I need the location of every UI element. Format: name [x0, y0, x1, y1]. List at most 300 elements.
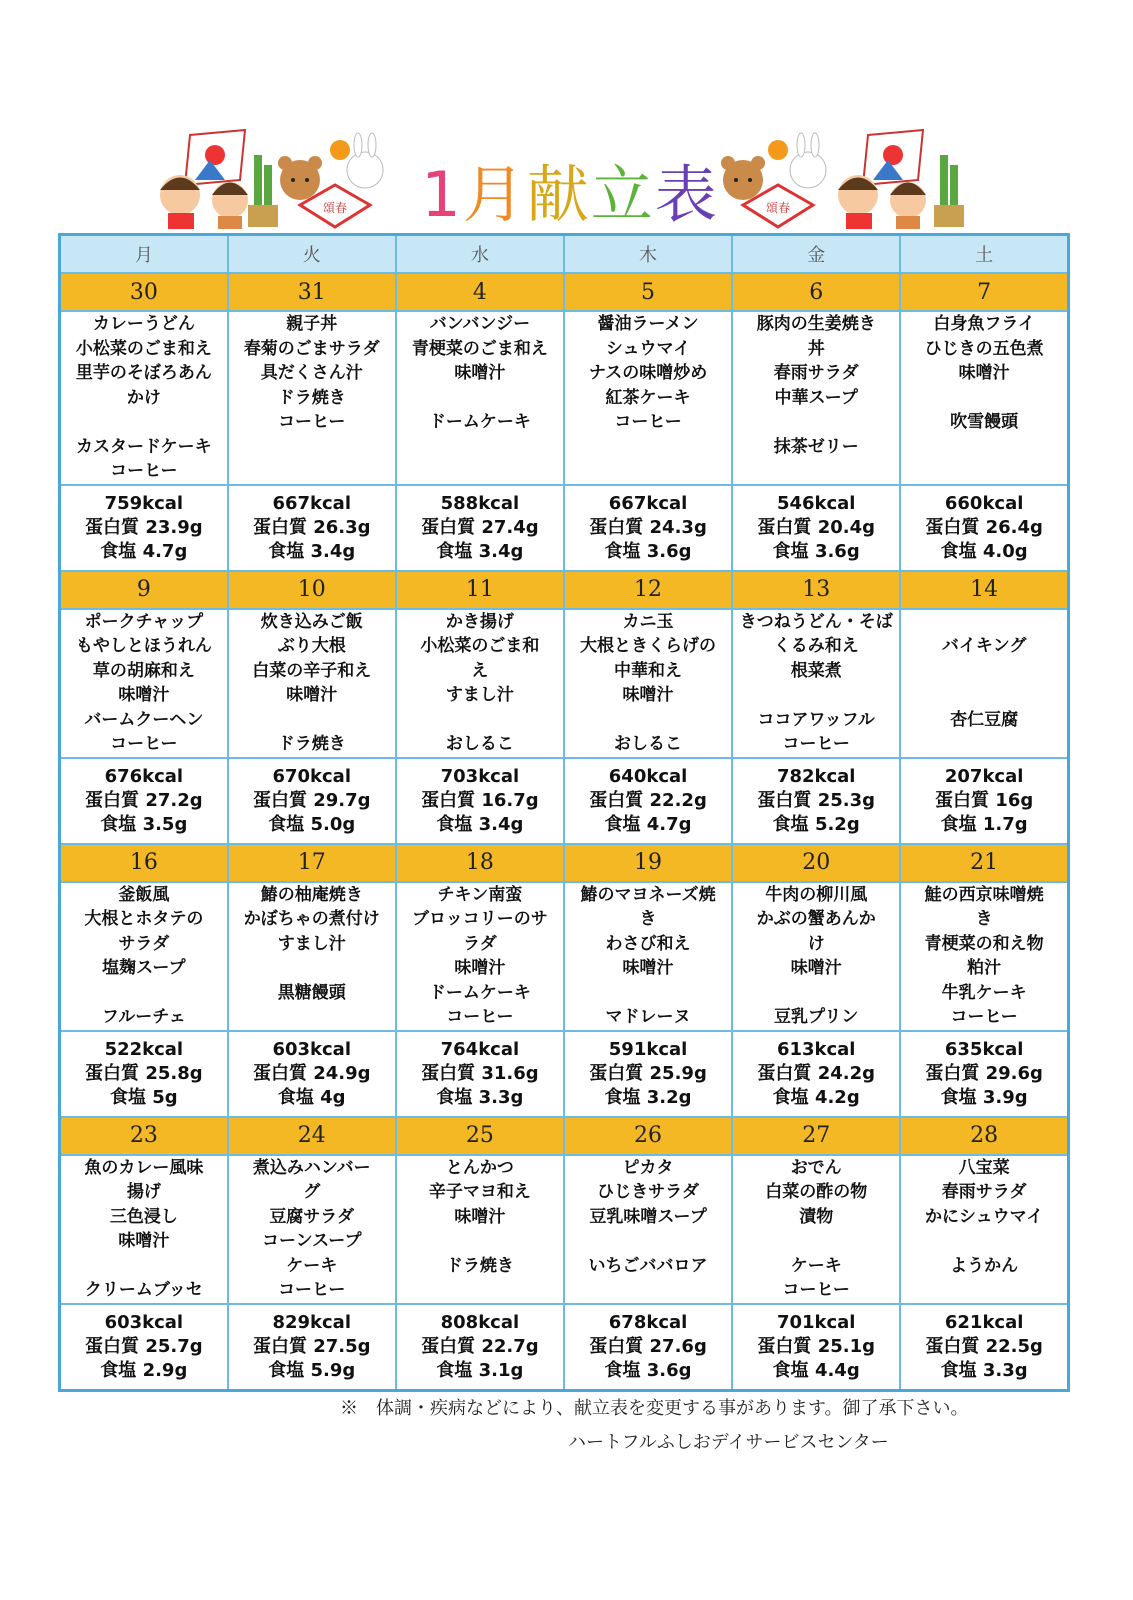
- meal-item: すまし汁: [445, 685, 514, 705]
- nutrition-cell: [60, 1031, 228, 1117]
- meal-item: ドームケーキ: [428, 982, 531, 1003]
- meal-item: [397, 386, 563, 411]
- meal-cell: [732, 1155, 900, 1304]
- meal-row: [60, 311, 1069, 485]
- meal-item: [397, 708, 563, 733]
- meal-item: 青梗菜のごま和え: [411, 338, 548, 359]
- protein-value: 蛋白質 16.7g: [421, 789, 539, 811]
- meal-item: もやしとほうれん: [75, 636, 212, 656]
- protein-value: 蛋白質 27.2g: [85, 789, 203, 811]
- meal-item: え: [471, 660, 489, 681]
- nutrition-cell: [900, 1304, 1068, 1391]
- meal-item: おでん: [790, 1157, 842, 1178]
- calories-value: 603kcal: [272, 1038, 351, 1060]
- meal-item: [565, 708, 731, 733]
- nutrition-cell: [564, 1304, 732, 1391]
- meal-item: コーヒー: [278, 412, 346, 432]
- meal-item: シュウマイ: [605, 338, 691, 359]
- meal-item: 辛子マヨ和え: [428, 1182, 531, 1202]
- salt-value: 食塩 5.9g: [268, 1359, 356, 1381]
- meal-item: 魚のカレー風味: [84, 1157, 204, 1178]
- calories-value: 546kcal: [776, 492, 856, 514]
- meal-item: 味噌汁: [286, 685, 338, 705]
- nutrition-cell: [396, 1031, 564, 1117]
- meal-item: 根菜煮: [790, 660, 842, 681]
- menu-table: [58, 233, 1070, 1392]
- nutrition-cell: [228, 485, 396, 571]
- meal-item: 三色浸し: [109, 1206, 178, 1227]
- salt-value: 食塩 3.3g: [436, 1086, 524, 1108]
- nutrition-row: [60, 485, 1069, 571]
- calories-value: 703kcal: [440, 765, 520, 787]
- salt-value: 食塩 5.2g: [772, 813, 860, 835]
- organization-name: ハートフルふしおデイサービスセンター: [568, 1432, 889, 1453]
- weekday-mon: 月: [60, 235, 228, 274]
- date-row: [60, 571, 1069, 609]
- meal-item: ひじきの五色煮: [924, 338, 1044, 359]
- meal-item: 味噌汁: [454, 958, 506, 978]
- meal-item: くるみ和え: [773, 636, 859, 656]
- date-cell: 6: [732, 273, 900, 311]
- nutrition-cell: [228, 1031, 396, 1117]
- meal-item: [61, 410, 227, 435]
- meal-item: 煮込みハンバー: [252, 1157, 371, 1178]
- meal-item: グ: [303, 1182, 321, 1202]
- date-cell: 20: [732, 844, 900, 882]
- meal-item: 抹茶ゼリー: [773, 436, 859, 457]
- meal-item: バームクーヘン: [84, 709, 204, 730]
- meal-item: 杏仁豆腐: [950, 709, 1019, 730]
- meal-item: かけ: [126, 387, 161, 408]
- title-banner: [0, 120, 1133, 230]
- calories-value: 782kcal: [776, 765, 856, 787]
- weekday-header-row: [60, 235, 1069, 274]
- meal-item: ポークチャップ: [84, 611, 204, 632]
- date-cell: 25: [396, 1117, 564, 1155]
- meal-cell: [60, 609, 228, 758]
- meal-item: 牛乳ケーキ: [941, 982, 1027, 1003]
- meal-item: 草の胡麻和え: [92, 660, 195, 681]
- meal-item: [397, 1229, 563, 1254]
- date-cell: 10: [228, 571, 396, 609]
- meal-item: [229, 956, 395, 981]
- salt-value: 食塩 3.4g: [268, 540, 356, 562]
- meal-item: かぼちゃの煮付け: [243, 909, 380, 929]
- date-cell: 31: [228, 273, 396, 311]
- meal-item: 塩麹スープ: [102, 958, 186, 978]
- meal-item: 白身魚フライ: [933, 314, 1035, 334]
- date-cell: 28: [900, 1117, 1068, 1155]
- weekday-tue: 火: [228, 235, 396, 274]
- meal-item: 豚肉の生姜焼き: [756, 314, 876, 334]
- protein-value: 蛋白質 31.6g: [421, 1062, 539, 1084]
- meal-item: かき揚げ: [445, 611, 514, 632]
- meal-item: [901, 683, 1067, 708]
- date-cell: 16: [60, 844, 228, 882]
- meal-item: [733, 1229, 899, 1254]
- date-cell: 21: [900, 844, 1068, 882]
- meal-item: カニ玉: [622, 611, 674, 632]
- calories-value: 701kcal: [776, 1311, 856, 1333]
- protein-value: 蛋白質 29.6g: [925, 1062, 1043, 1084]
- meal-cell: [900, 311, 1068, 485]
- salt-value: 食塩 1.7g: [940, 813, 1028, 835]
- nutrition-cell: [732, 1304, 900, 1391]
- meal-cell: [564, 609, 732, 758]
- protein-value: 蛋白質 25.8g: [85, 1062, 203, 1084]
- meal-item: きつねうどん・そば: [739, 611, 893, 632]
- protein-value: 蛋白質 25.3g: [757, 789, 875, 811]
- nutrition-row: [60, 1031, 1069, 1117]
- meal-item: ラダ: [462, 933, 497, 954]
- protein-value: 蛋白質 23.9g: [85, 516, 203, 538]
- protein-value: 蛋白質 25.1g: [757, 1335, 875, 1357]
- calories-value: 829kcal: [272, 1311, 351, 1333]
- meal-item: ようかん: [950, 1255, 1019, 1276]
- date-row: [60, 844, 1069, 882]
- meal-item: [61, 1254, 227, 1279]
- meal-item: わさび和え: [605, 933, 691, 954]
- meal-item: 豆乳プリン: [774, 1007, 859, 1027]
- salt-value: 食塩 3.4g: [436, 813, 524, 835]
- protein-value: 蛋白質 24.2g: [757, 1062, 875, 1084]
- meal-row: [60, 882, 1069, 1031]
- nutrition-cell: [396, 758, 564, 844]
- date-row: [60, 1117, 1069, 1155]
- meal-item: ココアワッフル: [757, 709, 875, 730]
- date-cell: 30: [60, 273, 228, 311]
- meal-item: 鮭の西京味噌焼: [924, 884, 1044, 905]
- calories-value: 667kcal: [608, 492, 688, 514]
- meal-item: き: [639, 909, 657, 929]
- salt-value: 食塩 4.7g: [604, 813, 692, 835]
- meal-item: 親子丼: [286, 314, 338, 334]
- protein-value: 蛋白質 26.4g: [925, 516, 1043, 538]
- date-cell: 11: [396, 571, 564, 609]
- menu-body: [60, 273, 1069, 1390]
- meal-item: カレーうどん: [92, 314, 195, 334]
- meal-item: バイキング: [941, 636, 1027, 656]
- meal-item: 鰆のマヨネーズ焼: [580, 884, 716, 905]
- nutrition-cell: [564, 758, 732, 844]
- meal-cell: [732, 882, 900, 1031]
- meal-item: 大根とホタテの: [84, 909, 204, 929]
- calories-value: 635kcal: [944, 1038, 1024, 1060]
- meal-cell: [60, 311, 228, 485]
- meal-item: コーンスープ: [262, 1231, 362, 1251]
- calories-value: 759kcal: [104, 492, 184, 514]
- meal-item: ブロッコリーのサ: [412, 909, 548, 929]
- salt-value: 食塩 4g: [277, 1086, 346, 1108]
- meal-cell: [60, 882, 228, 1031]
- date-cell: 18: [396, 844, 564, 882]
- meal-item: 春雨サラダ: [941, 1182, 1027, 1202]
- meal-item: 吹雪饅頭: [950, 412, 1019, 432]
- salt-value: 食塩 4.2g: [772, 1086, 860, 1108]
- deco-label-right: 頌春: [765, 201, 791, 215]
- salt-value: 食塩 4.0g: [940, 540, 1028, 562]
- date-cell: 24: [228, 1117, 396, 1155]
- date-cell: 26: [564, 1117, 732, 1155]
- nutrition-cell: [564, 1031, 732, 1117]
- meal-item: [901, 659, 1067, 684]
- meal-cell: [900, 882, 1068, 1031]
- salt-value: 食塩 3.6g: [604, 1359, 692, 1381]
- protein-value: 蛋白質 24.9g: [252, 1062, 371, 1084]
- calories-value: 640kcal: [608, 765, 688, 787]
- title-char-1: 月: [462, 158, 527, 231]
- meal-item: 味噌汁: [454, 363, 506, 383]
- meal-item: おしるこ: [445, 734, 514, 754]
- date-cell: 17: [228, 844, 396, 882]
- meal-item: [565, 981, 731, 1006]
- meal-item: 大根ときくらげの: [580, 636, 717, 656]
- meal-cell: [900, 1155, 1068, 1304]
- date-cell: 12: [564, 571, 732, 609]
- meal-item: [229, 708, 395, 733]
- meal-item: 白菜の酢の物: [765, 1182, 868, 1202]
- meal-item: ひじきサラダ: [597, 1182, 699, 1202]
- date-cell: 7: [900, 273, 1068, 311]
- meal-item: 揚げ: [126, 1182, 161, 1202]
- meal-item: コーヒー: [446, 1007, 514, 1027]
- page-title: [400, 160, 740, 230]
- meal-item: 味噌汁: [958, 363, 1010, 383]
- calories-value: 588kcal: [440, 492, 520, 514]
- meal-cell: [396, 1155, 564, 1304]
- meal-row: [60, 609, 1069, 758]
- date-cell: 4: [396, 273, 564, 311]
- salt-value: 食塩 3.6g: [604, 540, 692, 562]
- salt-value: 食塩 3.4g: [436, 540, 524, 562]
- meal-item: 牛肉の柳川風: [765, 884, 868, 905]
- meal-item: クリームブッセ: [84, 1280, 203, 1300]
- nutrition-cell: [900, 485, 1068, 571]
- meal-cell: [228, 882, 396, 1031]
- meal-item: き: [975, 909, 993, 929]
- meal-item: 白菜の辛子和え: [252, 660, 372, 681]
- meal-item: 小松菜のごま和え: [75, 338, 212, 359]
- meal-item: カスタードケーキ: [75, 436, 212, 457]
- calories-value: 678kcal: [608, 1311, 688, 1333]
- meal-item: 味噌汁: [118, 1231, 170, 1251]
- nutrition-cell: [228, 758, 396, 844]
- meal-item: かにシュウマイ: [924, 1206, 1044, 1227]
- meal-item: 里芋のそぼろあん: [75, 363, 212, 383]
- meal-item: ケーキ: [790, 1255, 842, 1276]
- meal-item: コーヒー: [782, 1280, 850, 1300]
- title-char-2: 献: [526, 158, 591, 231]
- meal-item: [61, 981, 227, 1006]
- nutrition-cell: [396, 1304, 564, 1391]
- protein-value: 蛋白質 22.2g: [589, 789, 707, 811]
- new-year-decoration-left-icon: [150, 125, 410, 230]
- meal-item: 黒糖饅頭: [277, 982, 346, 1003]
- meal-row: [60, 1155, 1069, 1304]
- date-cell: 19: [564, 844, 732, 882]
- protein-value: 蛋白質 22.7g: [421, 1335, 539, 1357]
- salt-value: 食塩 2.9g: [100, 1359, 188, 1381]
- nutrition-cell: [732, 758, 900, 844]
- meal-item: コーヒー: [614, 412, 682, 432]
- meal-item: [733, 981, 899, 1006]
- meal-item: ドラ焼き: [277, 734, 346, 754]
- date-cell: 14: [900, 571, 1068, 609]
- meal-item: 味噌汁: [790, 958, 842, 978]
- salt-value: 食塩 3.1g: [436, 1359, 524, 1381]
- meal-item: バンバンジー: [429, 314, 531, 334]
- meal-item: 味噌汁: [622, 685, 674, 705]
- meal-item: 粕汁: [967, 958, 1002, 978]
- weekday-sat: 土: [900, 235, 1068, 274]
- meal-item: おしるこ: [614, 734, 683, 754]
- protein-value: 蛋白質 27.6g: [589, 1335, 707, 1357]
- salt-value: 食塩 4.4g: [772, 1359, 860, 1381]
- nutrition-cell: [732, 485, 900, 571]
- meal-cell: [396, 609, 564, 758]
- meal-item: コーヒー: [278, 1280, 346, 1300]
- meal-cell: [60, 1155, 228, 1304]
- meal-cell: [564, 311, 732, 485]
- meal-item: 中華スープ: [774, 387, 858, 408]
- salt-value: 食塩 3.2g: [604, 1086, 692, 1108]
- calories-value: 660kcal: [944, 492, 1024, 514]
- meal-item: 豆腐サラダ: [269, 1206, 355, 1227]
- protein-value: 蛋白質 29.7g: [252, 789, 371, 811]
- calories-value: 613kcal: [776, 1038, 856, 1060]
- date-cell: 5: [564, 273, 732, 311]
- nutrition-cell: [228, 1304, 396, 1391]
- protein-value: 蛋白質 25.7g: [85, 1335, 203, 1357]
- calories-value: 591kcal: [608, 1038, 688, 1060]
- protein-value: 蛋白質 16g: [935, 789, 1034, 811]
- calories-value: 808kcal: [440, 1311, 520, 1333]
- calories-value: 676kcal: [104, 765, 184, 787]
- meal-cell: [228, 1155, 396, 1304]
- weekday-thu: 木: [564, 235, 732, 274]
- meal-item: 鰆の柚庵焼き: [260, 884, 363, 905]
- date-cell: 9: [60, 571, 228, 609]
- nutrition-cell: [396, 485, 564, 571]
- meal-item: コーヒー: [110, 734, 178, 754]
- meal-item: コーヒー: [110, 461, 178, 481]
- nutrition-cell: [564, 485, 732, 571]
- meal-item: 小松菜のごま和: [420, 636, 540, 656]
- protein-value: 蛋白質 20.4g: [757, 516, 875, 538]
- salt-value: 食塩 3.3g: [940, 1359, 1028, 1381]
- meal-item: チキン南蛮: [437, 884, 523, 905]
- date-cell: 13: [732, 571, 900, 609]
- protein-value: 蛋白質 26.3g: [252, 516, 371, 538]
- meal-item: コーヒー: [782, 734, 850, 754]
- meal-item: 炊き込みご飯: [260, 611, 363, 632]
- meal-item: 味噌汁: [454, 1206, 506, 1227]
- meal-item: [901, 1229, 1067, 1254]
- title-char-3: 立: [590, 158, 655, 231]
- meal-cell: [228, 311, 396, 485]
- nutrition-cell: [60, 1304, 228, 1391]
- date-row: [60, 273, 1069, 311]
- meal-item: かぶの蟹あんか: [756, 909, 876, 929]
- meal-item: [565, 1229, 731, 1254]
- calories-value: 667kcal: [272, 492, 351, 514]
- nutrition-cell: [900, 758, 1068, 844]
- title-char-4: 表: [654, 158, 719, 231]
- meal-item: ぶり大根: [277, 636, 346, 656]
- meal-item: 具だくさん汁: [260, 363, 363, 383]
- menu-change-note: ※ 体調・疾病などにより、献立表を変更する事があります。御了承下さい。: [340, 1398, 969, 1419]
- meal-item: 丼: [807, 338, 825, 359]
- salt-value: 食塩 3.5g: [100, 813, 188, 835]
- meal-cell: [732, 609, 900, 758]
- calories-value: 621kcal: [944, 1311, 1024, 1333]
- meal-item: [901, 610, 1067, 635]
- meal-item: [733, 683, 899, 708]
- meal-item: 中華和え: [614, 660, 683, 681]
- new-year-decoration-right-icon: [718, 125, 978, 230]
- meal-item: [733, 410, 899, 435]
- nutrition-cell: [60, 758, 228, 844]
- meal-item: 漬物: [799, 1206, 834, 1227]
- protein-value: 蛋白質 27.4g: [421, 516, 539, 538]
- meal-item: ドラ焼き: [445, 1255, 514, 1276]
- calories-value: 207kcal: [944, 765, 1024, 787]
- meal-item: ピカタ: [622, 1157, 674, 1178]
- nutrition-cell: [900, 1031, 1068, 1117]
- nutrition-row: [60, 1304, 1069, 1391]
- weekday-fri: 金: [732, 235, 900, 274]
- protein-value: 蛋白質 22.5g: [925, 1335, 1043, 1357]
- meal-item: け: [807, 933, 825, 954]
- salt-value: 食塩 5g: [109, 1086, 178, 1108]
- meal-cell: [564, 882, 732, 1031]
- protein-value: 蛋白質 24.3g: [589, 516, 707, 538]
- calories-value: 603kcal: [104, 1311, 184, 1333]
- meal-item: [901, 386, 1067, 411]
- nutrition-cell: [60, 485, 228, 571]
- calories-value: 764kcal: [440, 1038, 520, 1060]
- meal-cell: [228, 609, 396, 758]
- meal-item: ケーキ: [286, 1255, 338, 1276]
- meal-cell: [564, 1155, 732, 1304]
- nutrition-row: [60, 758, 1069, 844]
- meal-item: ドラ焼き: [277, 387, 346, 408]
- date-cell: 23: [60, 1117, 228, 1155]
- nutrition-cell: [732, 1031, 900, 1117]
- protein-value: 蛋白質 25.9g: [589, 1062, 707, 1084]
- meal-item: 醤油ラーメン: [597, 314, 699, 334]
- meal-item: サラダ: [118, 933, 170, 954]
- meal-item: 青梗菜の和え物: [924, 933, 1044, 954]
- meal-item: コーヒー: [950, 1007, 1018, 1027]
- salt-value: 食塩 3.9g: [940, 1086, 1028, 1108]
- meal-item: とんかつ: [445, 1157, 514, 1178]
- meal-item: 春雨サラダ: [773, 363, 859, 383]
- meal-item: 味噌汁: [622, 958, 674, 978]
- meal-cell: [396, 882, 564, 1031]
- meal-item: 紅茶ケーキ: [605, 387, 691, 408]
- salt-value: 食塩 5.0g: [268, 813, 356, 835]
- meal-item: いちごババロア: [588, 1255, 708, 1276]
- date-cell: 27: [732, 1117, 900, 1155]
- title-month-number: 1: [421, 158, 463, 231]
- meal-item: 春菊のごまサラダ: [243, 338, 380, 359]
- meal-item: 味噌汁: [118, 685, 170, 705]
- salt-value: 食塩 3.6g: [772, 540, 860, 562]
- meal-cell: [732, 311, 900, 485]
- meal-cell: [900, 609, 1068, 758]
- calories-value: 670kcal: [272, 765, 351, 787]
